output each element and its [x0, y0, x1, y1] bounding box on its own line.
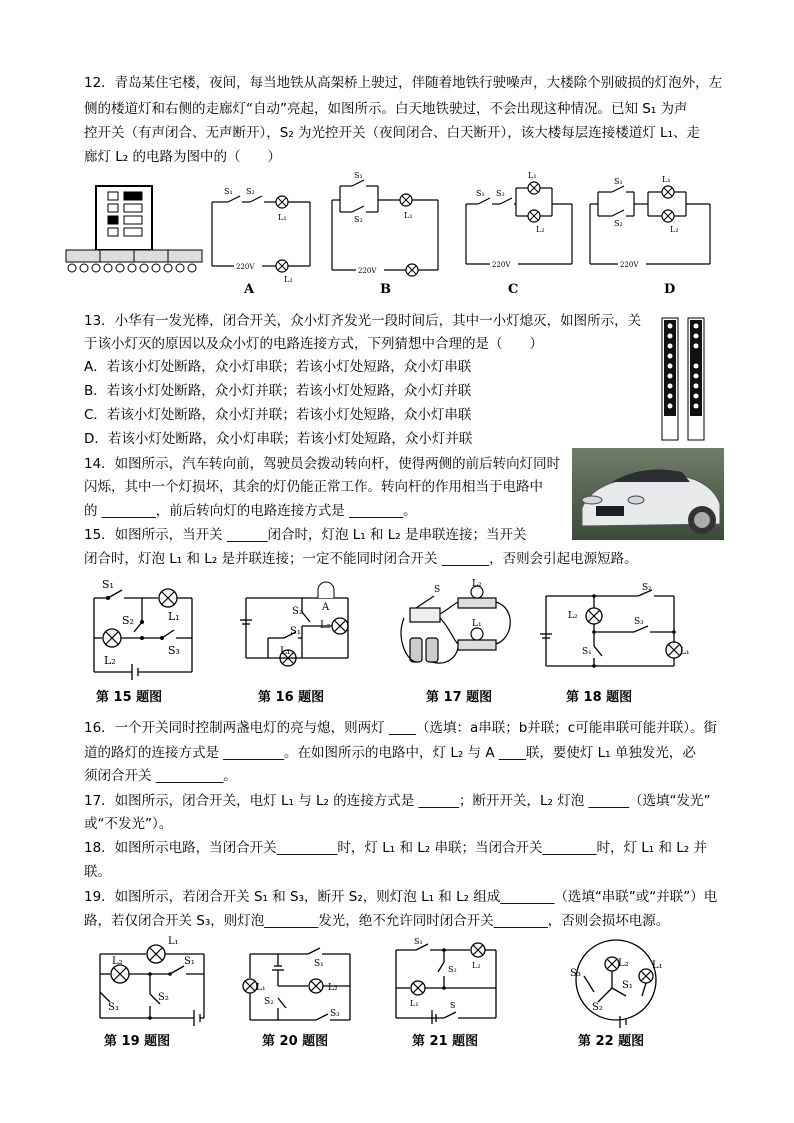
caption-18: 第 18 题图 — [566, 690, 633, 705]
label-l2: L₂ — [618, 958, 629, 969]
label-s1: S₁ — [614, 177, 623, 186]
q13-option-d: D．若该小灯处断路，众小灯串联；若该小灯处短路，众小灯并联 — [84, 431, 473, 447]
label-s2: S₂ — [496, 189, 505, 198]
label-s3: S₃ — [330, 1009, 340, 1019]
caption-21: 第 21 题图 — [412, 1034, 479, 1049]
caption-16: 第 16 题图 — [258, 690, 325, 705]
q12-line-4: 廊灯 L₂ 的电路为图中的（ ） — [84, 149, 282, 165]
label-s1: S₁ — [290, 626, 301, 637]
q18-line-1: 18．如图所示电路，当闭合开关_________时，灯 L₁ 和 L₂ 串联；当闭合开关________时，灯 L₁ 和 L₂ 并 — [84, 840, 707, 856]
label-s3: S₃ — [168, 644, 180, 657]
caption-22: 第 22 题图 — [578, 1034, 645, 1049]
label-s2: S₂ — [264, 997, 274, 1007]
label-s3: S₃ — [108, 1002, 119, 1013]
label-s1: S₁ — [622, 980, 633, 991]
label-s: S — [450, 1001, 456, 1010]
label-s1: S₁ — [102, 578, 114, 591]
figure-15 — [88, 576, 200, 680]
label-l2: L₂ — [568, 611, 578, 621]
glow-stick-figure — [660, 316, 706, 444]
figure-20 — [238, 942, 358, 1026]
q17-line-1: 17．如图所示，闭合开关，电灯 L₁ 与 L₂ 的连接方式是 ______；断开开关，L₂ 灯泡 ______（选填“发光” — [84, 793, 711, 809]
label-s1: S₁ — [314, 959, 324, 969]
label-l1: L₁ — [278, 213, 287, 222]
figure-18 — [538, 580, 688, 672]
circuit-a — [206, 182, 318, 284]
label-l2: L₂ — [320, 620, 331, 631]
label-s2: S₂ — [122, 614, 134, 627]
option-a-label: A — [244, 282, 255, 297]
label-s3: S₃ — [634, 617, 644, 627]
label-l1: L₁ — [410, 999, 419, 1008]
label-voltage: 220V — [358, 267, 377, 275]
label-s2: S₂ — [246, 187, 255, 196]
circuit-c — [462, 170, 578, 274]
label-s1: S₁ — [354, 171, 363, 180]
car-figure — [572, 448, 724, 540]
label-l2: L₂ — [536, 225, 545, 234]
label-l1: L₁ — [472, 619, 482, 629]
label-l2: L₂ — [112, 956, 123, 967]
caption-20: 第 20 题图 — [262, 1034, 329, 1049]
figure-22 — [560, 936, 672, 1030]
caption-15: 第 15 题图 — [96, 690, 163, 705]
q16-line-1: 16．一个开关同时控制两盏电灯的亮与熄，则两灯 ____（选填：a串联；b并联；c可能串联可能并联）。街 — [84, 720, 717, 736]
label-l2: L₂ — [472, 579, 482, 589]
option-b-label: B — [380, 282, 391, 297]
label-s1: S₁ — [476, 189, 485, 198]
label-l1: L₁ — [652, 960, 663, 971]
label-s2: S₂ — [448, 965, 457, 974]
caption-17: 第 17 题图 — [426, 690, 493, 705]
label-s3: S₃ — [570, 968, 581, 979]
q19-line-2: 路，若仅闭合开关 S₃，则灯泡________发光，绝不允许同时闭合开关________，否则会损坏电源。 — [84, 913, 670, 929]
label-l2: L₂ — [328, 983, 338, 993]
circuit-b — [326, 172, 446, 280]
caption-19: 第 19 题图 — [104, 1034, 171, 1049]
label-l2: L₂ — [104, 654, 116, 667]
q18-line-2: 联。 — [84, 864, 111, 880]
figure-21 — [388, 938, 504, 1024]
label-s2: S₂ — [642, 583, 652, 593]
label-l2: L₂ — [670, 225, 679, 234]
label-s: S — [434, 585, 441, 595]
option-d-label: D — [664, 282, 676, 297]
q12-line-1: 12．青岛某住宅楼，夜间，每当地铁从高架桥上驶过，伴随着地铁行驶噪声，大楼除个别破损的灯泡外，左 — [84, 75, 723, 91]
label-l1: L₁ — [404, 211, 413, 220]
label-s1: S₁ — [414, 937, 423, 946]
label-l1: L₁ — [168, 936, 179, 947]
figure-16 — [238, 576, 356, 680]
circuit-d — [586, 170, 716, 274]
label-l2: L₂ — [472, 961, 481, 970]
q14-line-3: 的 ________，前后转向灯的电路连接方式是 ________。 — [84, 503, 417, 519]
label-voltage: 220V — [492, 261, 511, 269]
q15-line-2: 闭合时，灯泡 L₁ 和 L₂ 是并联连接；一定不能同时闭合开关 _______，否则会引起电源短路。 — [84, 551, 638, 567]
label-s2: S₂ — [614, 219, 623, 228]
label-l1: L₁ — [280, 646, 291, 657]
label-s2: S₂ — [354, 215, 363, 224]
label-s1: S₁ — [224, 187, 233, 196]
q14-line-2: 闪烁，其中一个灯损坏，其余的灯仍能正常工作。转向杆的作用相当于电路中 — [84, 479, 543, 495]
label-voltage: 220V — [236, 263, 255, 271]
q13-option-b: B．若该小灯处断路，众小灯并联；若该小灯处短路，众小灯并联 — [84, 383, 472, 399]
option-c-label: C — [508, 282, 519, 297]
q13-option-a: A．若该小灯处断路，众小灯串联；若该小灯处短路，众小灯串联 — [84, 359, 472, 375]
q17-line-2: 或“不发光”）。 — [84, 816, 173, 832]
figure-19 — [94, 934, 214, 1026]
q16-line-3: 须闭合开关 __________。 — [84, 768, 237, 784]
q12-line-2: 侧的楼道灯和右侧的走廊灯“自动”亮起，如图所示。白天地铁驶过，不会出现这种情况。已知 S₁ 为声 — [84, 101, 688, 117]
label-s1: S₁ — [184, 956, 195, 967]
label-l1: L₁ — [528, 171, 537, 180]
label-l1: L₁ — [680, 647, 690, 657]
q13-line-2: 于该小灯灭的原因以及众小灯的电路连接方式，下列猜想中合理的是（ ） — [84, 336, 543, 352]
q12-line-3: 控开关（有声闭合、无声断开），S₂ 为光控开关（夜间闭合、白天断开），该大楼每层连接楼道灯 L₁、走 — [84, 125, 700, 141]
label-s1: S₁ — [582, 647, 592, 657]
label-s2: S₂ — [292, 606, 303, 617]
label-l1: L₁ — [168, 610, 180, 623]
label-l2: L₂ — [284, 275, 293, 284]
label-s2: S₂ — [592, 1002, 603, 1013]
figure-17 — [396, 578, 516, 666]
q13-line-1: 13．小华有一发光棒，闭合开关，众小灯齐发光一段时间后，其中一小灯熄灭，如图所示，关 — [84, 313, 642, 329]
q15-line-1: 15．如图所示，当开关 ______闭合时，灯泡 L₁ 和 L₂ 是串联连接；当开关 — [84, 527, 527, 543]
q13-option-c: C．若该小灯处断路，众小灯并联；若该小灯处短路，众小灯串联 — [84, 407, 472, 423]
label-voltage: 220V — [620, 261, 639, 269]
label-s2: S₂ — [158, 992, 169, 1003]
q14-line-1: 14．如图所示，汽车转向前，驾驶员会拨动转向杆，使得两侧的前后转向灯同时 — [84, 456, 561, 472]
q19-line-1: 19．如图所示，若闭合开关 S₁ 和 S₃，断开 S₂，则灯泡 L₁ 和 L₂ 组成________（选填“串联”或“并联”）电 — [84, 889, 718, 905]
label-a: A — [322, 602, 330, 613]
label-l1: L₁ — [256, 983, 266, 993]
building-figure — [64, 178, 204, 278]
label-l1: L₁ — [662, 175, 671, 184]
q16-line-2: 道的路灯的连接方式是 _________。在如图所示的电路中，灯 L₂ 与 A ____联，要使灯 L₁ 单独发光，必 — [84, 745, 696, 761]
